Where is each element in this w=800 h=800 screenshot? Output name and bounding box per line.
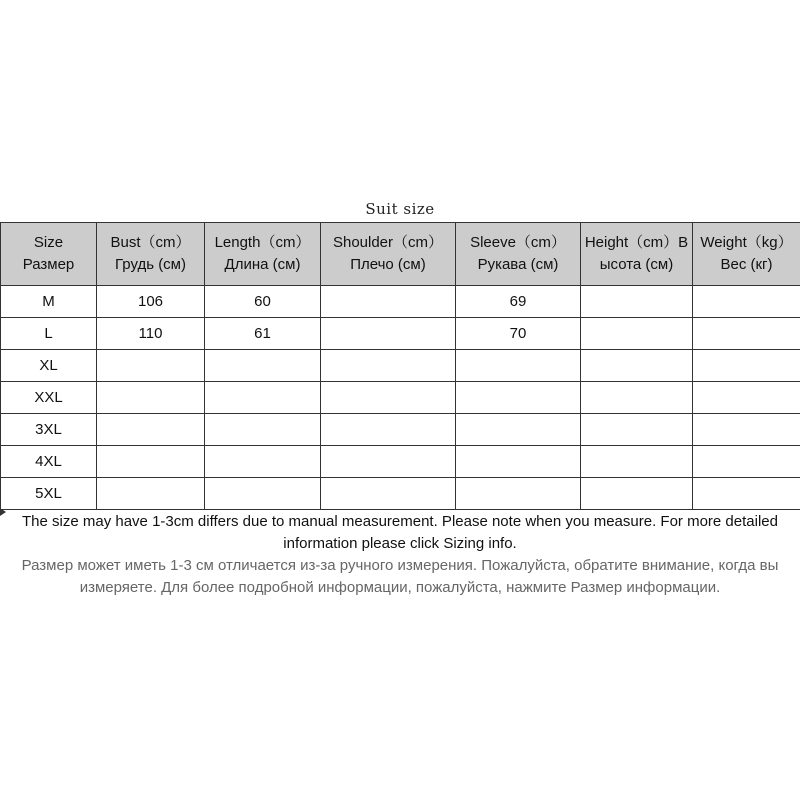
table-cell: [97, 446, 205, 478]
table-cell: [456, 478, 581, 510]
table-cell: [581, 318, 693, 350]
header-shoulder: Shoulder（cm） Плечо (см): [321, 223, 456, 286]
table-cell: [97, 350, 205, 382]
table-cell: [693, 478, 800, 510]
table-cell: [205, 446, 321, 478]
table-cell: M: [1, 286, 97, 318]
table-cell: [693, 382, 800, 414]
table-cell: [581, 382, 693, 414]
header-row: [1, 223, 800, 286]
header-length: Length（cm） Длина (см): [205, 223, 321, 286]
table-row: [1, 318, 800, 350]
table-cell: [693, 350, 800, 382]
table-cell: [581, 350, 693, 382]
header-height: Height（cm）В ысота (см): [581, 223, 693, 286]
table-cell: L: [1, 318, 97, 350]
table-title: Suit size: [365, 200, 435, 218]
table-cell: [205, 350, 321, 382]
table-row: [1, 478, 800, 510]
header-bust: Bust（cm） Грудь (см): [97, 223, 205, 286]
table-cell: [456, 350, 581, 382]
table-cell: [693, 446, 800, 478]
table-row: [1, 414, 800, 446]
header-sleeve: Sleeve（cm） Рукава (см): [456, 223, 581, 286]
table-cell: [205, 414, 321, 446]
table-cell: XL: [1, 350, 97, 382]
table-row: [1, 382, 800, 414]
table-cell: 106: [97, 286, 205, 318]
table-row: [1, 286, 800, 318]
table-cell: 69: [456, 286, 581, 318]
table-cell: XXL: [1, 382, 97, 414]
table-cell: [205, 382, 321, 414]
table-row: [1, 350, 800, 382]
table-cell: [321, 414, 456, 446]
table-cell: [693, 286, 800, 318]
table-cell: [97, 414, 205, 446]
table-cell: 5XL: [1, 478, 97, 510]
table-cell: [456, 446, 581, 478]
table-cell: 70: [456, 318, 581, 350]
table-cell: [456, 414, 581, 446]
header-size: Size Размер: [1, 223, 97, 286]
table-cell: 110: [97, 318, 205, 350]
note-russian: Размер может иметь 1-3 см отличается из-за ручного измерения. Пожалуйста, обратите внимание, когда вы измеряете. Для более подробной информации, пожалуйста, нажмите Размер информации.: [21, 557, 779, 596]
table-cell: [205, 478, 321, 510]
table-cell: [321, 318, 456, 350]
table-cell: [321, 350, 456, 382]
table-cell: 4XL: [1, 446, 97, 478]
table-cell: [581, 286, 693, 318]
notes-block: [0, 511, 800, 599]
table-cell: 61: [205, 318, 321, 350]
table-cell: [97, 382, 205, 414]
note-english: The size may have 1-3cm differs due to manual measurement. Please note when you measure. For more detailed information please click Sizing info.: [22, 513, 778, 552]
table-cell: [693, 318, 800, 350]
table-cell: [97, 478, 205, 510]
table-row: [1, 446, 800, 478]
table-cell: [321, 382, 456, 414]
table-cell: [321, 446, 456, 478]
table-cell: 3XL: [1, 414, 97, 446]
table-cell: 60: [205, 286, 321, 318]
table-cell: [581, 446, 693, 478]
table-cell: [321, 478, 456, 510]
table-cell: [321, 286, 456, 318]
table-cell: [581, 478, 693, 510]
size-table: [0, 222, 800, 510]
table-cell: [693, 414, 800, 446]
table-cell: [581, 414, 693, 446]
table-cell: [456, 382, 581, 414]
header-weight: Weight（kg） Вес (кг): [693, 223, 800, 286]
